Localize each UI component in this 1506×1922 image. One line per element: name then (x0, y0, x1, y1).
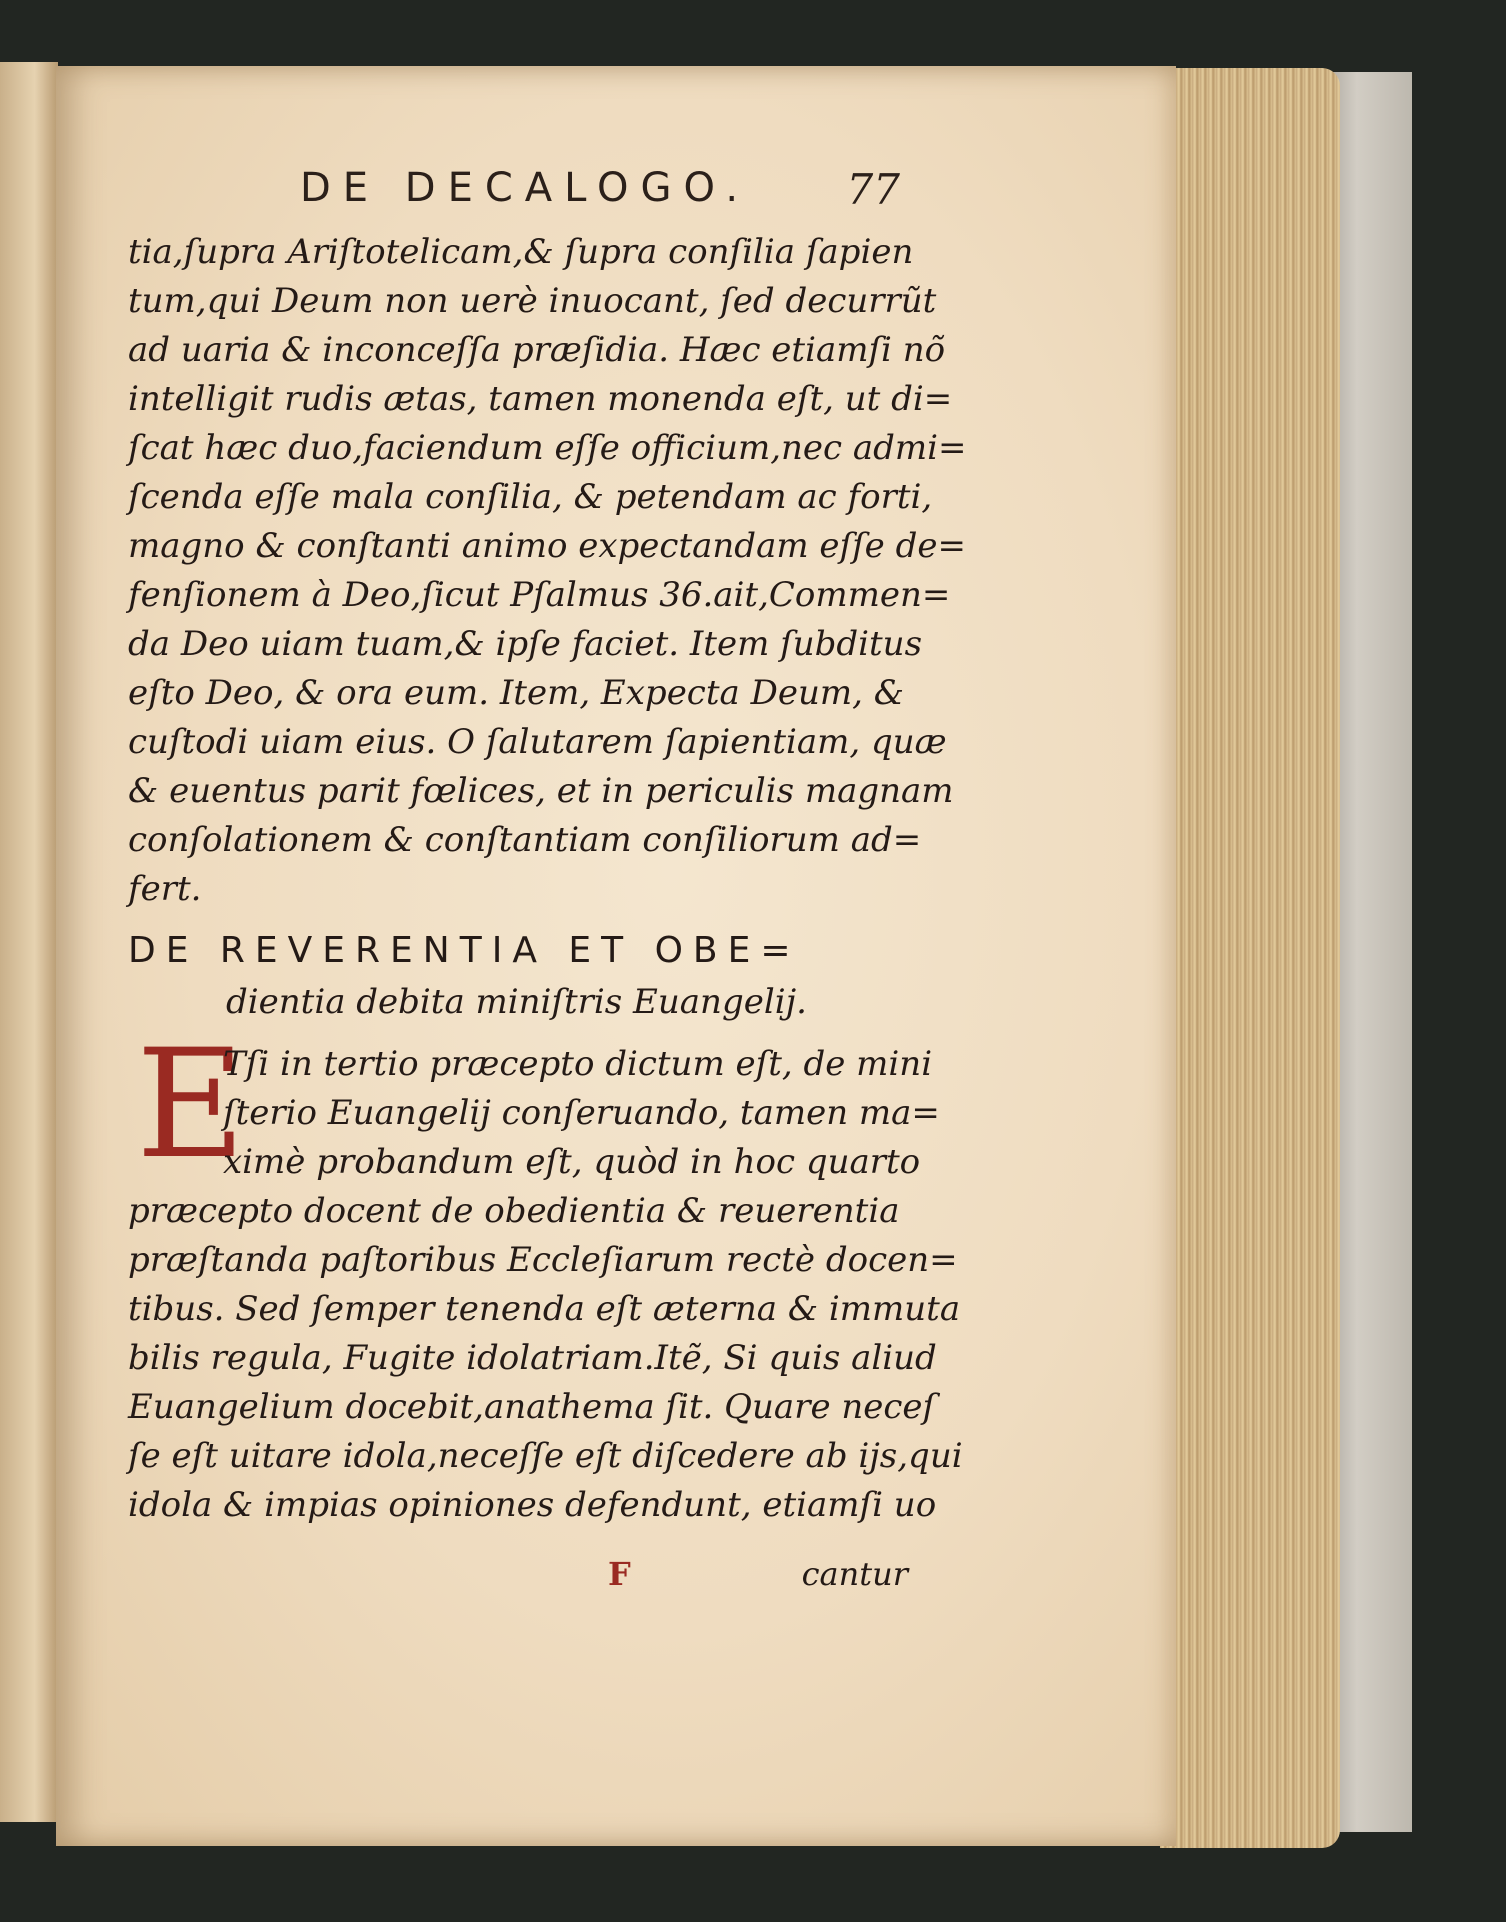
page-number: 77 (846, 165, 900, 214)
text-line: fert. (128, 869, 202, 909)
heading-line-2: dientia debita miniſtris Euangelij. (226, 982, 807, 1022)
text-line: ſcat hæc duo,faciendum eſſe officium,nec admi= (128, 428, 967, 468)
running-title: DE DECALOGO. (300, 165, 751, 211)
text-line: bilis regula, Fugite idolatriam.Itẽ, Si quis aliud (128, 1338, 937, 1378)
text-line: ximè probandum eſt, quòd in hoc quarto (223, 1142, 921, 1182)
paragraph-1 (128, 228, 967, 914)
fore-edge (1160, 68, 1340, 1848)
text-line: & euentus parit fœlices, et in periculis magnam (128, 771, 954, 811)
running-head (300, 165, 900, 215)
text-line: tia,ſupra Ariſtotelicam,& ſupra conſilia ſapien (128, 232, 914, 272)
text-line: fenſionem à Deo,ſicut Pſalmus 36.ait,Commen= (128, 575, 951, 615)
text-line: ſterio Euangelij conſeruando, tamen ma= (223, 1093, 940, 1133)
text-line: præcepto docent de obedientia & reuerentia (128, 1191, 900, 1231)
text-line: Tſi in tertio præcepto dictum eſt, de mini (223, 1044, 933, 1084)
text-line: da Deo uiam tuam,& ipſe faciet. Item ſubditus (128, 624, 923, 664)
section-heading (128, 930, 908, 1032)
text-line: conſolationem & conſtantiam conſiliorum ad= (128, 820, 922, 860)
text-line: tibus. Sed ſemper tenenda eſt æterna & immuta (128, 1289, 961, 1329)
catchword: cantur (801, 1555, 908, 1593)
text-line: tum,qui Deum non uerè inuocant, ſed decurrũt (128, 281, 937, 321)
text-line: intelligit rudis ætas, tamen monenda eſt, ut di= (128, 379, 953, 419)
text-line: ſe eſt uitare idola,neceſſe eſt diſcedere ab ijs,qui (128, 1436, 963, 1476)
text-line: magno & conſtanti animo expectandam eſſe de= (128, 526, 966, 566)
text-line: cuſtodi uiam eius. O ſalutarem ſapientiam, quæ (128, 722, 947, 762)
text-line: idola & impias opiniones defendunt, etiamſi uo (128, 1485, 937, 1525)
paragraph-2 (128, 1018, 963, 1530)
initial-letter: E (136, 1018, 246, 1192)
text-line: præſtanda paſtoribus Eccleſiarum rectè docen= (128, 1240, 958, 1280)
text-line: ad uaria & inconceſſa præſidia. Hæc etiamſi nõ (128, 330, 946, 370)
text-line: eſto Deo, & ora eum. Item, Expecta Deum, & (128, 673, 904, 713)
text-line: Euangelium docebit,anathema ſit. Quare neceſ (128, 1387, 936, 1427)
text-line: ſcenda eſſe mala conſilia, & petendam ac forti, (128, 477, 933, 517)
heading-line-1: DE REVERENTIA ET OBE= (128, 930, 801, 971)
signature-mark: F (608, 1555, 631, 1593)
page-footer (128, 1555, 908, 1605)
left-page-edge (0, 62, 58, 1822)
